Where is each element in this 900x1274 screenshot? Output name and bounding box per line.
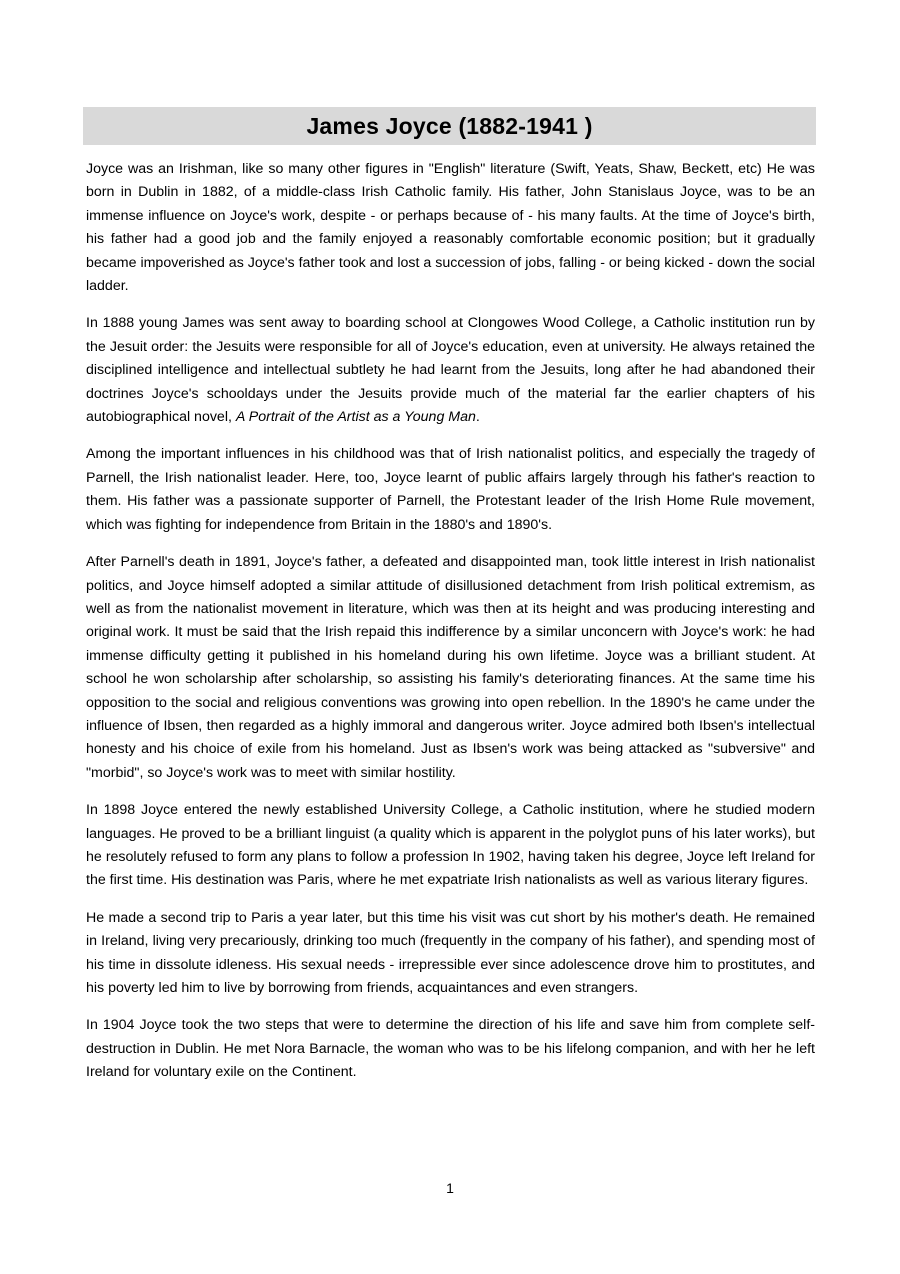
page-number: 1 (446, 1180, 454, 1196)
title-banner (83, 107, 816, 145)
paragraph: Joyce was an Irishman, like so many other figures in "English" literature (Swift, Yeats, Shaw, Beckett, etc) He was born in Dublin in 1882, of a middle-class Irish Catholic family. His father, John Stanislaus Joyce, was to be an immense influence on Joyce's work, despite - or perhaps because of - his many faults. At the time of Joyce's birth, his father had a good job and the family enjoyed a reasonably comfortable economic position; but it gradually became impoverished as Joyce's father took and lost a succession of jobs, falling - or being kicked - down the social ladder. (86, 161, 815, 295)
paragraph (86, 312, 815, 429)
paragraph: In 1898 Joyce entered the newly established University College, a Catholic institution, where he studied modern languages. He proved to be a brilliant linguist (a quality which is apparent in the polyglot puns of his later works), but he resolutely refused to form any plans to follow a profession In 1902, having taken his degree, Joyce left Ireland for the first time. His destination was Paris, where he met expatriate Irish nationalists as well as various literary figures. (86, 802, 815, 889)
paragraph: In 1904 Joyce took the two steps that were to determine the direction of his life and save him from complete self-destruction in Dublin. He met Nora Barnacle, the woman who was to be his lifelong companion, and with her he left Ireland for voluntary exile on the Continent. (86, 1017, 815, 1081)
paragraph: Among the important influences in his childhood was that of Irish nationalist politics, and especially the tragedy of Parnell, the Irish nationalist leader. Here, too, Joyce learnt of public affairs largely through his father's reaction to them. His father was a passionate supporter of Parnell, the Protestant leader of the Irish Home Rule movement, which was fighting for independence from Britain in the 1880's and 1890's. (86, 446, 815, 533)
page-title: James Joyce (1882-1941 ) (306, 112, 593, 139)
article-body (86, 158, 815, 1099)
paragraph: After Parnell's death in 1891, Joyce's father, a defeated and disappointed man, took little interest in Irish nationalist politics, and Joyce himself adopted a similar attitude of disillusioned detachment from Irish political extremism, as well as from the nationalist movement in literature, which was then at its height and was producing interesting and original work. It must be said that the Irish repaid this indifference by a similar unconcern with Joyce's work: he had immense difficulty getting it published in his homeland during his own lifetime. Joyce was a brilliant student. At school he won scholarship after scholarship, so assisting his family's deteriorating finances. At the same time his opposition to the social and religious conventions was growing into open rebellion. In the 1890's he came under the influence of Ibsen, then regarded as a highly immoral and dangerous writer. Joyce admired both Ibsen's intellectual honesty and his choice of exile from his homeland. Just as Ibsen's work was being attacked as "subversive" and "morbid", so Joyce's work was to meet with similar hostility. (86, 554, 815, 781)
paragraph-end: . (475, 409, 480, 426)
paragraph: He made a second trip to Paris a year later, but this time his visit was cut short by his mother's death. He remained in Ireland, living very precariously, drinking too much (frequently in the company of his father), and spending most of his time in dissolute idleness. His sexual needs - irrepressible ever since adolescence drove him to prostitutes, and his poverty led him to live by borrowing from friends, acquaintances and even strangers. (86, 909, 815, 996)
paragraph-text: In 1888 young James was sent away to boarding school at Clongowes Wood College, a Catholic institution run by the Jesuit order: the Jesuits were responsible for all of Joyce's education, even at university. He always retained the disciplined intelligence and intellectual subtlety he had learnt from the Jesuits, long after he had abandoned their doctrines Joyce's schooldays under the Jesuits provide much of the material far the earlier chapters of his autobiographical novel, (86, 315, 815, 426)
book-title: A Portrait of the Artist as a Young Man (235, 409, 476, 426)
